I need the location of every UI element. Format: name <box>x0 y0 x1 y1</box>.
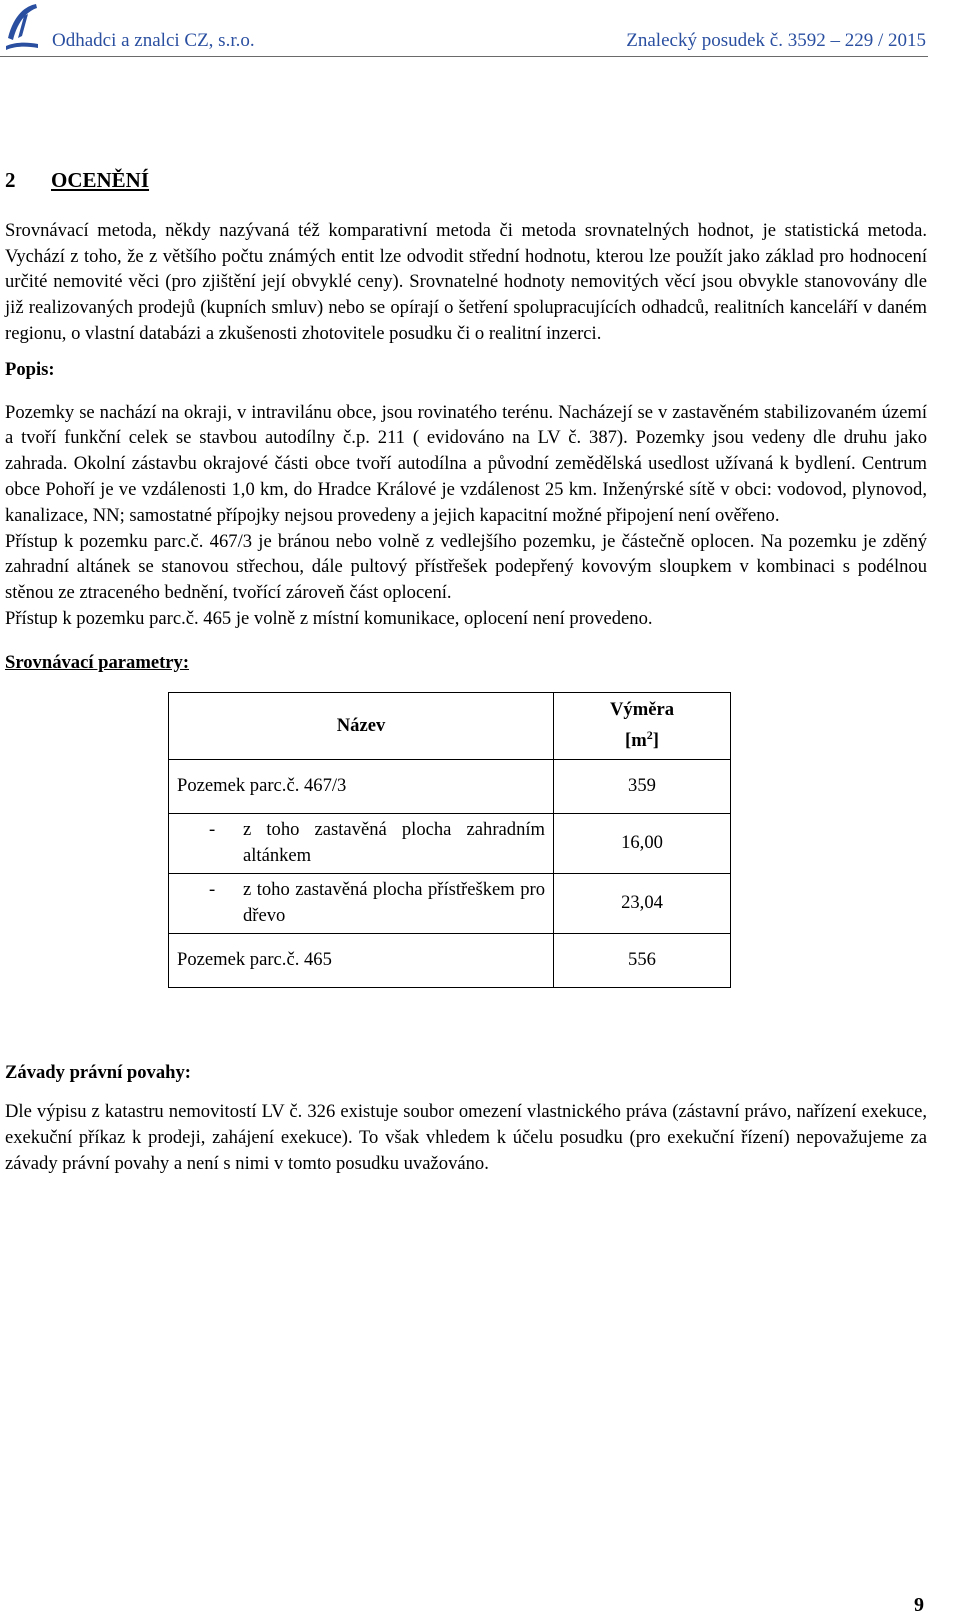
intro-paragraph: Srovnávací metoda, někdy nazývaná též komparativní metoda či metoda srovnatelných hodnot, je statistická metoda. Vychází z toho, že z většího počtu známých entit lze odvodit střední hodnotu, kterou lze použít jako základ pro hodnocení určité nemovité věci (pro zjištění její obvyklé ceny). Srovnatelné hodnoty nemovitých věcí jsou obvykle stanovovány dle již realizovaných prodejů (kupních smluv) nebo se opírají o šetření spolupracujících odhadců, realitních kanceláří v daném regionu, o vlastní databázi a zkušenosti zhotovitele posudku či o realitní inzerci. <box>5 219 927 344</box>
section-heading <box>5 168 927 194</box>
area-unit-open: [m <box>625 730 647 752</box>
section-title: OCENĚNÍ <box>51 168 150 192</box>
row-name: z toho zastavěná plocha přístřeškem pro dřevo <box>243 879 545 927</box>
row-name-cell <box>169 873 554 933</box>
popis-heading: Popis: <box>5 358 55 380</box>
row-area: 556 <box>554 933 731 987</box>
row-area: 23,04 <box>554 873 731 933</box>
row-name-cell <box>169 813 554 873</box>
popis-paragraph-3: Přístup k pozemku parc.č. 465 je volně z místní komunikace, oplocení není provedeno. <box>5 607 653 629</box>
section-number: 2 <box>5 168 16 192</box>
table-row <box>169 933 731 987</box>
document-body <box>5 168 927 1177</box>
area-unit-close: ] <box>652 730 659 752</box>
row-name: z toho zastavěná plocha zahradním altánkem <box>243 819 545 867</box>
company-name: Odhadci a znalci CZ, s.r.o. <box>52 30 255 51</box>
column-header-area-label: Výměra <box>609 699 675 721</box>
header-divider <box>0 56 928 57</box>
popis-paragraph-1: Pozemky se nachází na okraji, v intravilánu obce, jsou rovinatého terénu. Nacházejí se v zastavěném stabilizovaném území a tvoří funkční celek se stavbou autodílny č.p. 211 ( evidováno na LV č. 387). Pozemky jsou vedeny dle druhu jako zahrada. Okolní zástavbu okrajové části obce tvoří autodílna a původní zemědělská usedlost užívaná k bydlení. Centrum obce Pohoří je ve vzdálenosti 1,0 km, do Hradce Králové je vzdálenost 25 km. Inženýrské sítě v obci: vodovod, plynovod, kanalizace, NN; samostatné přípojky nejsou provedeny a jejich kapacitní možné připojení není ověřeno. <box>5 401 927 526</box>
params-heading: Srovnávací parametry: <box>5 651 190 673</box>
area-unit-sup: 2 <box>646 727 653 742</box>
report-number: Znalecký posudek č. 3592 – 229 / 2015 <box>626 30 926 51</box>
row-name: Pozemek parc.č. 467/3 <box>169 759 554 813</box>
zavady-paragraph: Dle výpisu z katastru nemovitostí LV č. 326 existuje soubor omezení vlastnického práva (zástavní právo, nařízení exekuce, exekuční příkaz k prodeji, zahájení exekuce). To však vhledem k účelu posudku (pro exekuční řízení) nepovažujeme za závady právní povahy a není s nimi v tomto posudku uvažováno. <box>5 1101 927 1174</box>
column-header-area <box>554 692 731 759</box>
zavady-heading: Závady právní povahy: <box>5 1061 191 1083</box>
column-header-name: Název <box>169 692 554 759</box>
page-number: 9 <box>914 1594 924 1616</box>
row-dash: - <box>209 819 216 841</box>
company-logo-icon <box>4 2 40 52</box>
row-name: Pozemek parc.č. 465 <box>169 933 554 987</box>
row-area: 359 <box>554 759 731 813</box>
table-row <box>169 873 731 933</box>
table-row <box>169 813 731 873</box>
table-row <box>169 759 731 813</box>
page-header <box>0 0 960 60</box>
popis-paragraph-2: Přístup k pozemku parc.č. 467/3 je bránou nebo volně z vedlejšího pozemku, je částečně oplocen. Na pozemku je zděný zahradní altánek se stanovou střechou, dále pultový přístřešek podepřený kovovým sloupkem v kombinaci s podélnou stěnou ze ztraceného bednění, tvořící zároveň část oplocení. <box>5 530 927 604</box>
row-area: 16,00 <box>554 813 731 873</box>
row-dash: - <box>209 879 216 901</box>
params-table <box>168 692 731 988</box>
